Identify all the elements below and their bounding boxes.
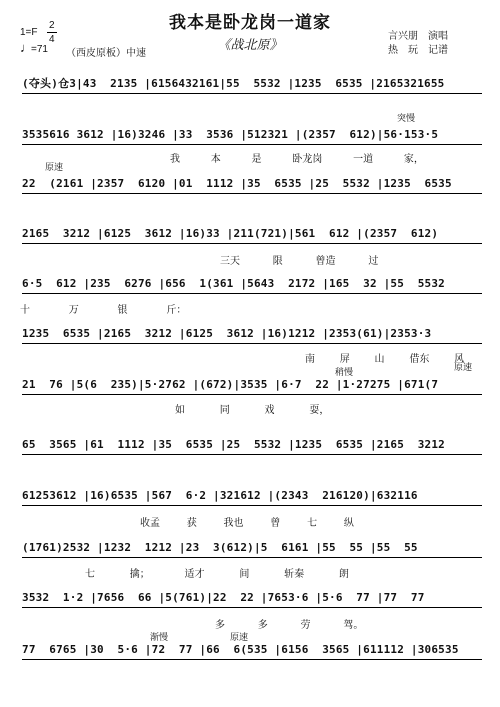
page-title: 我本是卧龙岗一道家	[169, 13, 331, 33]
notation-text: 1235 6535 |2165 3212 |6125 3612 |16)1212 |2353(61)|2353·3	[22, 327, 439, 340]
tempo-annotation: 原速	[230, 632, 249, 642]
lyric-line-4: 三天 限 曾造 过	[220, 256, 379, 267]
time-signature-top: 2	[49, 20, 55, 31]
beam-underline	[22, 343, 482, 344]
style-marking: （西皮原板）中速	[66, 48, 146, 59]
score-line-6	[22, 326, 482, 342]
performer-credit: 言兴朋 演唱	[388, 31, 448, 42]
notation-text: 3535616 3612 |16)3246 |33 3536 |512321 |(2357 612)|56·153·5	[22, 128, 445, 141]
score-line-8	[22, 437, 482, 453]
tempo-annotation: 原速	[45, 162, 64, 172]
beam-underline	[22, 144, 482, 145]
lyric-line-6: 南 屏 山 借东 风	[305, 354, 465, 365]
beam-underline	[22, 93, 482, 94]
lyric-line-9: 收孟 获 我也 曾 七 纵	[140, 518, 354, 529]
notation-text: (夺头)仓3|43 2135 |6156432161|55 5532 |1235 6535 |2165321655	[22, 77, 445, 90]
notation-text: 21 76 |5(6 235)|5·2762 |(672)|3535 |6·7 22 |1·27275 |671(7	[22, 378, 445, 391]
score-line-9	[22, 488, 482, 504]
beam-underline	[22, 557, 482, 558]
score-line-4	[22, 226, 482, 242]
notation-text: 3532 1·2 |7656 66 |5(761)|22 22 |7653·6 |5·6 77 |77 77	[22, 591, 432, 604]
notation-text: (1761)2532 |1232 1212 |23 3(612)|5 6161 |55 55 |55 55	[22, 541, 425, 554]
beam-underline	[22, 505, 482, 506]
lyric-line-5: 十 万 银 斤：	[20, 305, 187, 316]
tempo-annotation: 突慢	[397, 113, 416, 123]
score-line-10	[22, 540, 482, 556]
beam-underline	[22, 193, 482, 194]
lyric-line-10: 七 擒； 适才 间 斩秦 朗	[85, 569, 349, 580]
quarter-note-icon: ♩	[20, 40, 33, 55]
beam-underline	[22, 607, 482, 608]
transcriber-credit: 热 玩 记谱	[388, 45, 448, 56]
beam-underline	[22, 293, 482, 294]
notation-text: 65 3565 |61 1112 |35 6535 |25 5532 |1235 6535 |2165 3212	[22, 438, 452, 451]
key-signature: 1=F	[20, 27, 38, 38]
beam-underline	[22, 659, 482, 660]
tempo-annotation: 稍慢	[335, 367, 354, 377]
score-line-12	[22, 642, 482, 658]
score-line-7	[22, 377, 482, 393]
tempo-annotation: 原速	[454, 362, 473, 372]
beam-underline	[22, 454, 482, 455]
notation-text: 2165 3212 |6125 3612 |16)33 |211(721)|561 612 |(2357 612)	[22, 227, 439, 240]
beam-underline	[22, 243, 482, 244]
score-line-1	[22, 76, 482, 92]
score-line-11	[22, 590, 482, 606]
tempo-marking: =71	[31, 44, 48, 55]
page-subtitle: 《战北原》	[217, 38, 283, 53]
lyric-line-7: 如 同 戏 耍，	[175, 405, 330, 416]
beam-underline	[22, 394, 482, 395]
notation-text: 6·5 612 |235 6276 |656 1(361 |5643 2172 |165 32 |55 5532	[22, 277, 452, 290]
time-signature-bottom: 4	[49, 34, 55, 45]
notation-text: 22 (2161 |2357 6120 |01 1112 |35 6535 |25 5532 |1235 6535	[22, 177, 459, 190]
notation-text: 77 6765 |30 5·6 |72 77 |66 6(535 |6156 3565 |611112 |306535	[22, 643, 466, 656]
lyric-line-11: 多 多 劳 驾。	[215, 620, 364, 631]
tempo-annotation: 渐慢	[150, 632, 169, 642]
score-line-2	[22, 127, 482, 143]
time-signature-divider	[47, 32, 57, 33]
lyric-line-2: 我 本 是 卧龙岗 一道 家，	[170, 154, 424, 165]
score-line-3	[22, 176, 482, 192]
notation-text: 61253612 |16)6535 |567 6·2 |321612 |(2343 216120)|632116	[22, 489, 425, 502]
score-line-5	[22, 276, 482, 292]
